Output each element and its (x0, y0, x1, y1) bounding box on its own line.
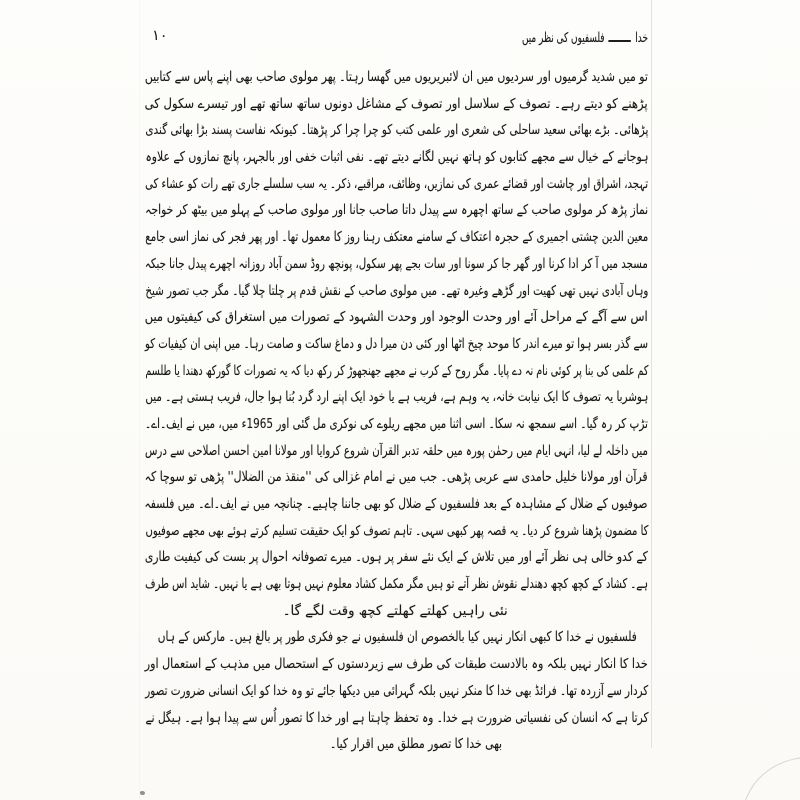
text-line-content: مسجد میں آ کر ادا کرنا اور گھر جا کر سونا اور سات بجے پھر سکول، پونچھ روڈ سمن آباد روزانہ اچھرے پیدل جانا جبکہ (145, 255, 648, 272)
text-line-content: کردار سے آزردہ تھا۔ فرائڈ بھی خدا کا منکر نہیں بلکہ گہرائی میں دیکھا جائے تو وہ خدا کو ایک انسانی ضرورت تصور (145, 682, 648, 699)
text-line-content: کے کدو خالی ہی نظر آئے اور میں تلاش کے ایک نئے سفر پر ہوں۔ میرے تصوفانہ احوال پر بست کی کیفیت طاری (145, 549, 648, 566)
text-line (145, 491, 648, 518)
page-content (145, 0, 648, 758)
text-line (145, 731, 648, 758)
running-header (145, 24, 648, 48)
title-dash-rule (609, 40, 631, 42)
page-curl-artifact (742, 757, 800, 800)
text-line-content: قرآن اور مولانا خلیل حامدی سے عربی پڑھی۔ جب میں نے امام غزالی کی ''منقذ من الضلال'' پڑھی تو سوچا کہ (144, 469, 648, 486)
text-line (145, 438, 648, 465)
text-line-content: پڑھنے کو دیتے رہے۔ تصوف کے سلاسل اور تصوف کے مشاغل دونوں ساتھ ساتھ تھے اور تیسرے سکول کی (145, 95, 648, 112)
text-line-content: نماز پڑھ کر مولوی صاحب کے ساتھ اچھرہ سے پیدل داتا صاحب جانا اور مولوی صاحب کے پہلو میں بیٹھ کر خواجہ (145, 202, 648, 219)
text-line (145, 304, 648, 331)
text-line (145, 598, 648, 625)
text-line-content: خدا کا انکار نہیں بلکہ وہ بالادست طبقات کی طرف سے زیردستوں کے استحصال میں مذہب کے استعمال اور (145, 656, 648, 673)
text-line (145, 144, 648, 171)
text-line-content: کم علمی کی بنا پر کوئی نام نہ دے پایا۔ مگر روح کے کرب نے مجھے جھنجھوڑ کر رکھ دیا کہ یہ تصورات کا گورکھ دھندا یا طلسم (144, 362, 648, 379)
text-line (145, 624, 648, 651)
text-line-content: تو میں شدید گرمیوں اور سردیوں میں ان لائبریریوں میں گھسا رہتا۔ پھر مولوی صاحب بھی اپنے پاس سے کتابیں (145, 69, 648, 85)
page-title-content (522, 30, 648, 46)
text-line-content: کرتا ہے کہ انسان کی نفسیاتی ضرورت ہے خدا۔ وہ تحفظ چاہتا ہے اور خدا کا تصور اُس سے پیدا ہوا ہے۔ ہیگل نے (145, 709, 648, 726)
text-line (145, 117, 648, 144)
text-line-content: ہوشربا یہ تصوف کا ایک نیابت خانہ، یہ وہم ہے، فریب ہے یا خود ایک اپنے ارد گرد بُنا ہوا جال، فریب ہستی ہے۔ میں (145, 389, 648, 406)
page-title (457, 27, 648, 46)
page-number: ۱۰ (152, 28, 168, 44)
text-line-content: نئی راہیں کھلتے کھلتے کچھ وقت لگے گا۔ (283, 602, 508, 619)
text-line-content: میں داخلہ لے لیا، انہی ایام میں رحمٰن پورہ میں حلقہ تدبر القرآن شروع کروایا اور مولانا امین احسن اصلاحی سے درس (145, 442, 648, 459)
title-rest: فلسفیوں کی نظر میں (522, 29, 605, 46)
text-line (145, 197, 648, 224)
text-line (145, 464, 648, 491)
body-text (145, 64, 648, 758)
text-line-content: کا مضمون پڑھنا شروع کر دیا۔ یہ قصہ پھر کبھی سہی۔ تاہم تصوف کو ایک حقیقت تسلیم کرتے ہوئے بھی مجھے صوفیوں (145, 522, 648, 539)
text-line-content: تڑپ کر رہ گیا۔ اسے سمجھ نہ سکا۔ اسی اثنا میں مجھے ریلوے کی نوکری مل گئی اور 1965ء میں، میں نے ایف۔اے۔ (145, 415, 648, 432)
text-line (145, 678, 648, 705)
text-line-content: وہاں آبادی نہیں تھی کھیت اور گڑھے وغیرہ تھے۔ میں مولوی صاحب کے نقش قدم پر چلتا چلا گیا۔ مگر جب تصور شیخ (144, 282, 648, 299)
text-line (145, 544, 648, 571)
text-line (145, 91, 648, 118)
text-line (145, 411, 648, 438)
text-line (145, 224, 648, 251)
text-line (145, 384, 648, 411)
text-line (145, 64, 648, 91)
text-line-content: ہوجانے کے خیال سے مجھے کتابوں کو ہاتھ نہیں لگانے دیتے تھے۔ نفی اثبات خفی اور بالجہر، پانچ نمازوں کے علاوہ (145, 149, 648, 166)
text-line (145, 571, 648, 598)
text-line-content: اس سے آگے کے مراحل آئے اور وحدت الوجود اور وحدت الشہود کے تصورات میں استغراق کی کیفیتوں میں (145, 309, 648, 326)
text-line (145, 705, 648, 732)
text-line (145, 518, 648, 545)
page-right-edge-scan-line (651, 0, 652, 748)
text-line (145, 278, 648, 305)
text-line (145, 251, 648, 278)
scan-ink-speck (140, 791, 145, 795)
text-line-content: پڑھائی۔ بڑے بھائی سعید ساحلی کی شعری اور علمی کتب کو چرا چرا کر پڑھتا۔ کیونکہ نفاست پسند بڑا بھائی گندی (145, 122, 648, 139)
text-line-content: فلسفیوں نے خدا کا کبھی انکار نہیں کیا بالخصوص ان فلسفیوں نے جو فکری طور پر بالغ ہیں۔ مارکس کے ہاں (158, 629, 637, 646)
text-line (145, 358, 648, 385)
text-line (145, 171, 648, 198)
text-line-content: بھی خدا کا تصور مطلق میں اقرار کیا۔ (330, 736, 502, 753)
text-line-content: تہجد، اشراق اور چاشت اور قضائے عمری کی نمازیں، وظائف، مراقبے، ذکر۔ یہ سب سلسلے جاری تھے رات کو عشاء کی (145, 175, 648, 192)
text-line (145, 651, 648, 678)
text-line-content: صوفیوں کے ضلال کے مشاہدہ کے بعد فلسفیوں کے ضلال کو بھی جاننا چاہیے۔ چنانچہ میں نے ایف۔اے۔ میں فلسفہ (145, 496, 648, 512)
title-word-khuda: خدا (635, 29, 648, 46)
text-line (145, 331, 648, 358)
text-line-content: سے گذر بسر ہوا تو میرے اندر کا موحد چیخ اٹھا اور کئی دن میرا دل و دماغ ساکت و صامت رہا۔ میں اپنی ان کیفیات کو (145, 335, 648, 352)
text-line-content: معین الدین چشتی اجمیری کے حجرہ اعتکاف کے سامنے معتکف رہنا روز کا معمول تھا۔ اور پھر فجر کی نماز اسی جامع (145, 229, 648, 246)
text-line-content: ہے۔ کشاد کے کچھ کچھ دھندلے نقوش نظر آتے تو ہیں مگر مکمل کشاد معلوم نہیں ہوتا بھی ہے یا نہیں۔ شاید اس طرف (145, 576, 648, 593)
